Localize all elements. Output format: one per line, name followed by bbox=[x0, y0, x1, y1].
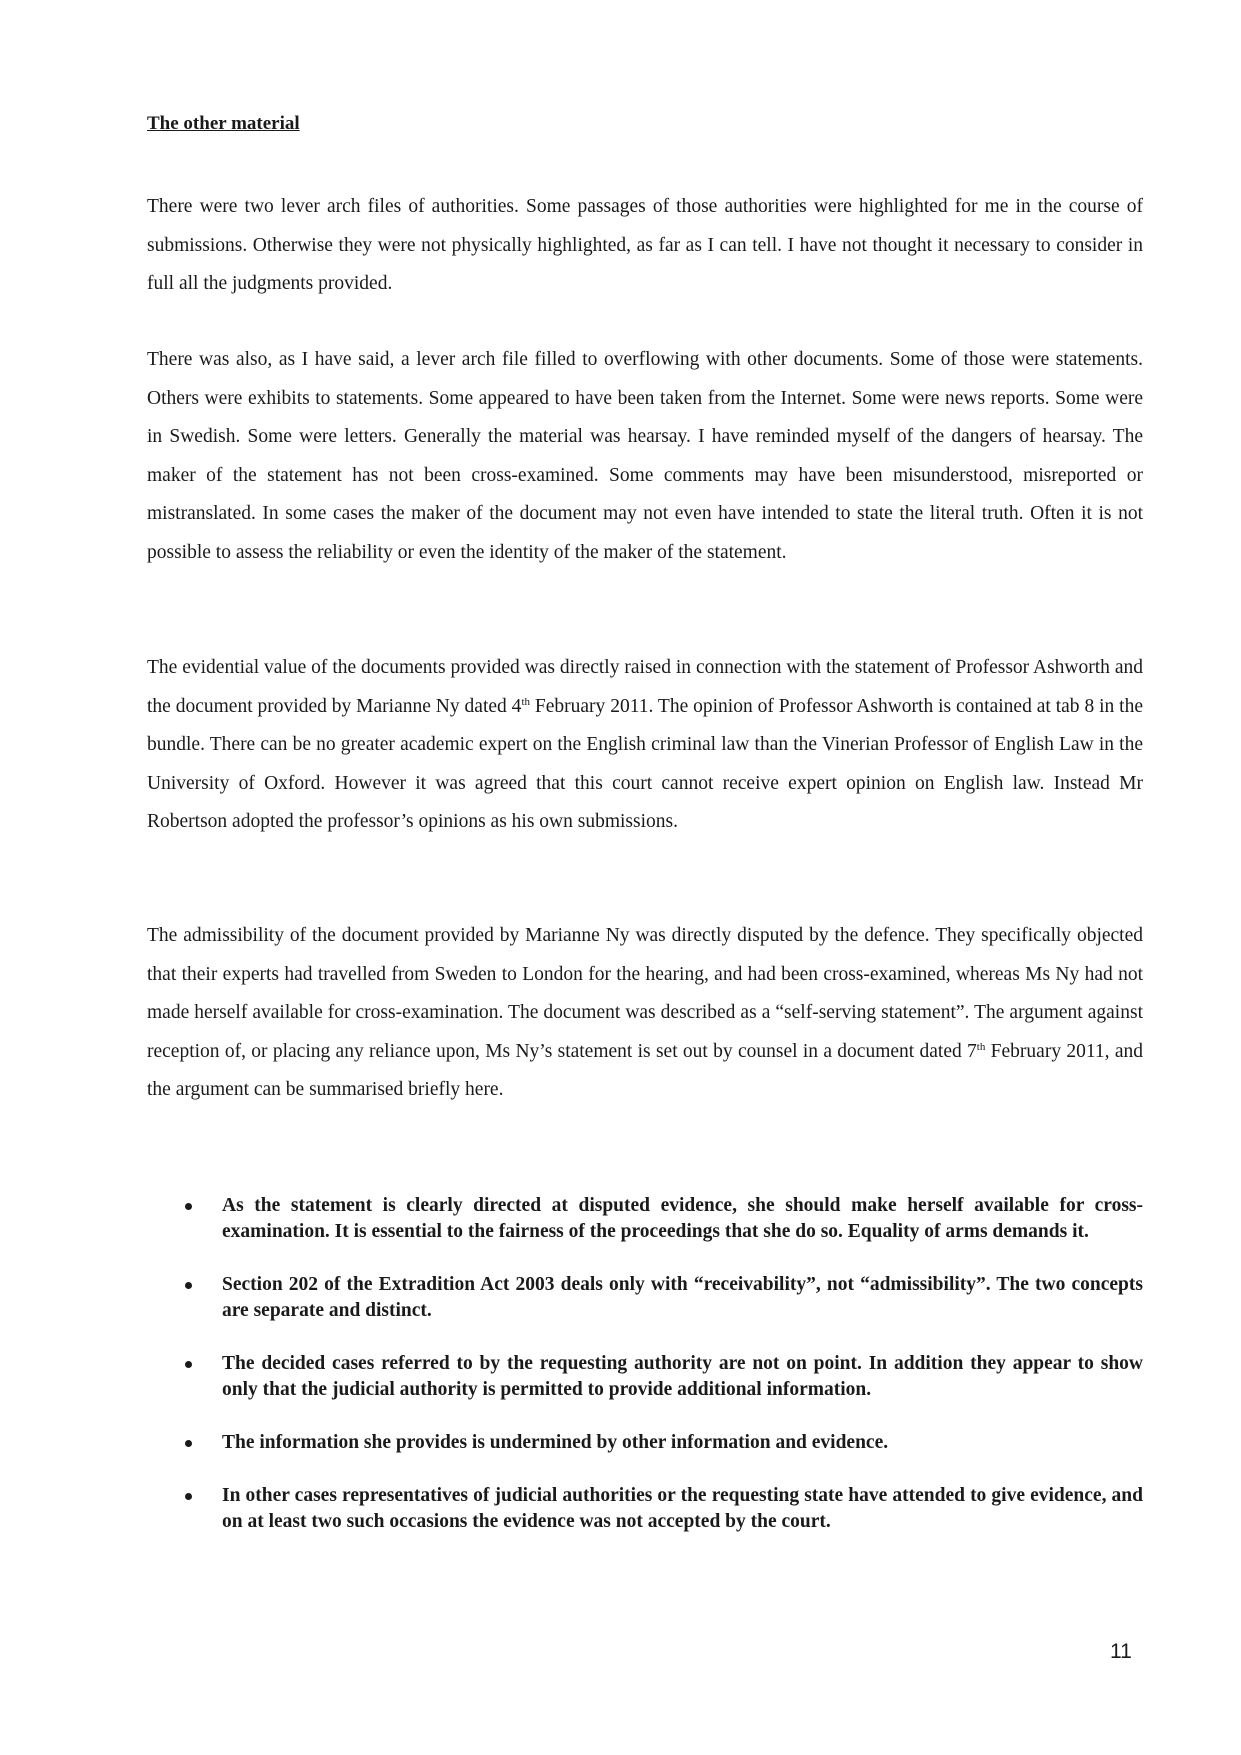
paragraph-text: February 2011. The opinion of Professor Ashworth is contained at tab 8 in the bundle. There can be no greater academic expert on the English criminal law than the Vinerian Professor of English Law in the University of Oxford. However it was agreed that this court cannot receive expert opinion on English law. Instead Mr Robertson adopted the professor’s opinions as his own submissions. bbox=[147, 695, 1144, 833]
argument-list bbox=[147, 1193, 1143, 1562]
list-item-text: The information she provides is undermined by other information and evidence. bbox=[222, 1432, 889, 1453]
paragraph-text: The admissibility of the document provided by Marianne Ny was directly disputed by the defence. They specifically objected that their experts had travelled from Sweden to London for the hearing, and had been cross-examined, whereas Ms Ny had not made herself available for cross-examination. The document was described as a “self-serving statement”. The argument against reception of, or placing any reliance upon, Ms Ny’s statement is set out by counsel in a document dated 7 bbox=[147, 925, 1143, 1062]
list-item-text: In other cases representatives of judicial authorities or the requesting state have attended to give evidence, and on at least two such occasions the evidence was not accepted by the court. bbox=[222, 1485, 1143, 1532]
list-item bbox=[147, 1351, 1143, 1403]
page-number: 11 bbox=[1110, 1640, 1132, 1663]
list-item-text: Section 202 of the Extradition Act 2003 deals only with “receivability”, not “admissibility”. The two concepts are separate and distinct. bbox=[222, 1274, 1143, 1321]
paragraph-admissibility bbox=[147, 917, 1143, 1110]
ordinal-suffix: th bbox=[976, 1040, 986, 1053]
list-item bbox=[147, 1272, 1143, 1324]
list-item-text: The decided cases referred to by the requesting authority are not on point. In addition they appear to show only that the judicial authority is permitted to provide additional information. bbox=[222, 1353, 1143, 1400]
paragraph-authorities: There were two lever arch files of authorities. Some passages of those authorities were highlighted for me in the course of submissions. Otherwise they were not physically highlighted, as far as I can tell. I have not thought it necessary to consider in full all the judgments provided. bbox=[147, 196, 1143, 295]
bullet-icon bbox=[185, 1440, 192, 1447]
list-item-text: As the statement is clearly directed at disputed evidence, she should make herself available for cross-examination. It is essential to the fairness of the proceedings that she do so. Equality of arms demands it. bbox=[222, 1195, 1143, 1242]
bullet-icon bbox=[185, 1282, 192, 1289]
paragraph-evidential-value bbox=[147, 649, 1143, 842]
list-item bbox=[147, 1430, 1143, 1456]
bullet-icon bbox=[185, 1203, 192, 1210]
bullet-icon bbox=[185, 1361, 192, 1368]
paragraph-text: The evidential value of the documents provided was directly raised in connection with the statement of Professor Ashworth and the document provided by Marianne Ny dated 4 bbox=[147, 657, 1143, 717]
bullet-icon bbox=[185, 1493, 192, 1500]
ordinal-suffix: th bbox=[521, 695, 530, 708]
list-item bbox=[147, 1483, 1143, 1535]
paragraph-text: February 2011, and the argument can be summarised briefly here. bbox=[147, 1040, 1143, 1101]
paragraph-hearsay: There was also, as I have said, a lever arch file filled to overflowing with other documents. Some of those were statements. Others were exhibits to statements. Some appeared to have been taken from the Internet. Some were news reports. Some were in Swedish. Some were letters. Generally the material was hearsay. I have reminded myself of the dangers of hearsay. The maker of the statement has not been cross-examined. Some comments may have been misunderstood, misreported or mistranslated. In some cases the maker of the document may not even have intended to state the literal truth. Often it is not possible to assess the reliability or even the identity of the maker of the statement. bbox=[147, 349, 1143, 563]
list-item bbox=[147, 1193, 1143, 1245]
section-heading: The other material bbox=[147, 113, 300, 134]
